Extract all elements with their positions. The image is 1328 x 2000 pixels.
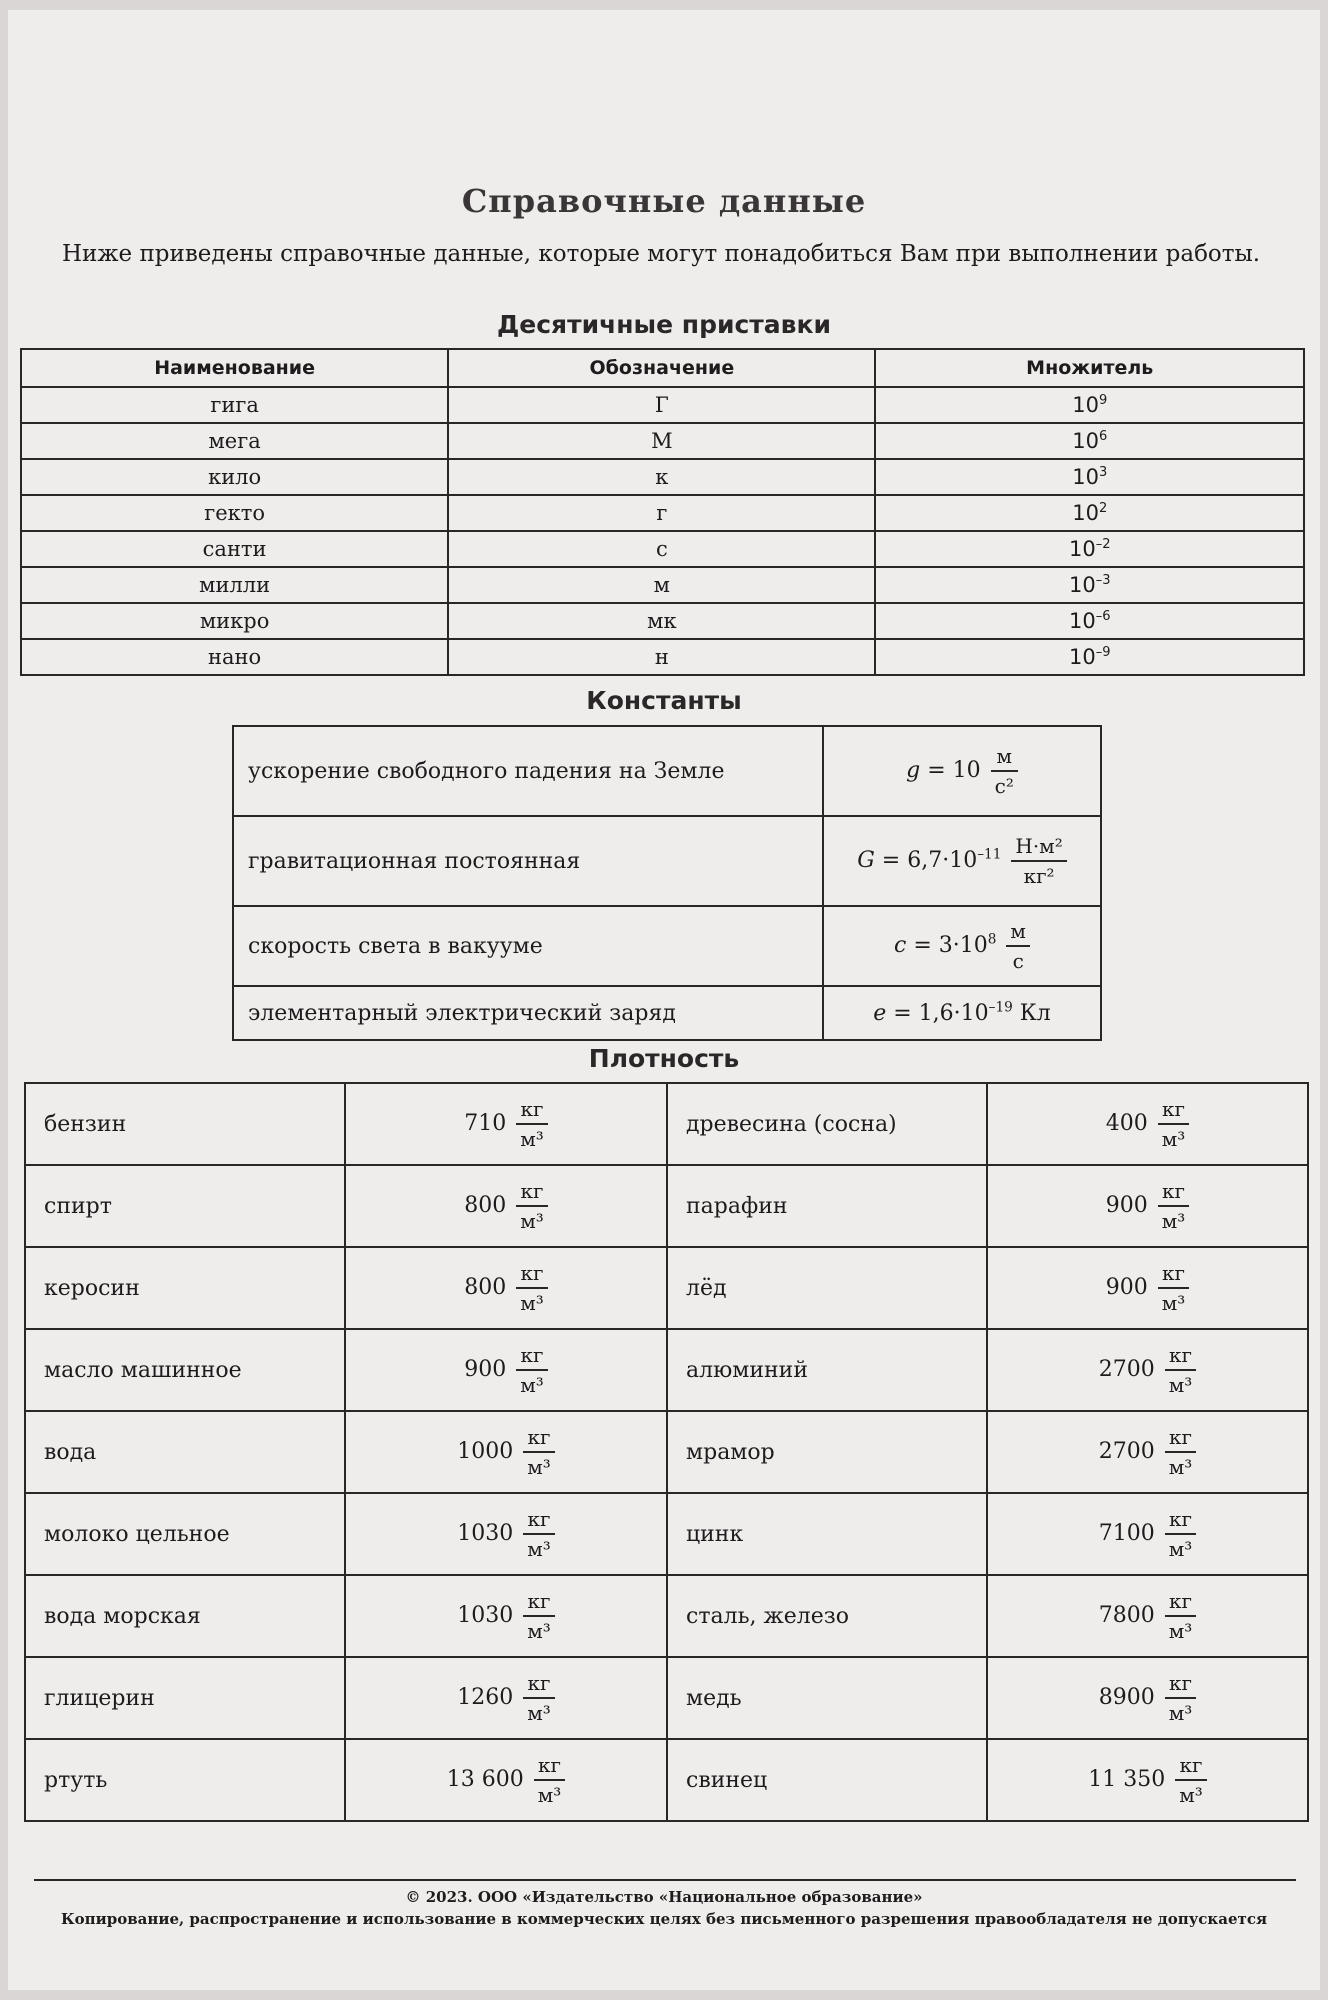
density-unit-fraction: [523, 1589, 555, 1643]
prefix-symbol: М: [448, 423, 875, 459]
density-value: 900: [1105, 1193, 1148, 1218]
prefix-multiplier: [875, 531, 1304, 567]
constant-value: [823, 816, 1101, 906]
material-name: свинец: [667, 1739, 987, 1821]
unit-numerator: кг: [1158, 1179, 1190, 1207]
density-value: 2700: [1098, 1439, 1155, 1464]
unit-numerator: кг: [1165, 1671, 1197, 1699]
density-unit-fraction: [1165, 1343, 1197, 1397]
density-value: 710: [464, 1111, 507, 1136]
density-value: 400: [1105, 1111, 1148, 1136]
prefix-multiplier: [875, 639, 1304, 675]
constant-exponent: –19: [988, 999, 1013, 1016]
prefix-name: гекто: [21, 495, 448, 531]
unit-numerator: кг: [523, 1671, 555, 1699]
prefix-multiplier: [875, 495, 1304, 531]
constant-row: [233, 726, 1101, 816]
density-unit-fraction: [516, 1179, 548, 1233]
material-name: алюминий: [667, 1329, 987, 1411]
material-density: [987, 1739, 1308, 1821]
unit-denominator: м³: [1161, 1209, 1186, 1233]
constant-value: [823, 726, 1101, 816]
unit-numerator: кг: [1165, 1507, 1197, 1535]
unit-numerator: м: [991, 744, 1018, 772]
constant-row: [233, 986, 1101, 1040]
unit-numerator: кг: [516, 1261, 548, 1289]
density-unit-fraction: [516, 1343, 548, 1397]
density-value: 11 350: [1088, 1767, 1166, 1792]
constant-number: = 3·10: [906, 933, 988, 958]
footer-rule: [34, 1879, 1296, 1881]
material-density: [345, 1247, 667, 1329]
multiplier-base: 10: [1072, 501, 1099, 525]
prefix-name: гига: [21, 387, 448, 423]
density-unit-fraction: [1165, 1589, 1197, 1643]
unit-denominator: кг²: [1023, 864, 1055, 888]
constants-table: [232, 725, 1102, 1041]
material-density: [987, 1575, 1308, 1657]
unit-denominator: м³: [520, 1373, 544, 1397]
multiplier-base: 10: [1068, 537, 1096, 561]
material-name: вода морская: [25, 1575, 345, 1657]
constant-symbol: G: [857, 848, 875, 873]
prefix-symbol: г: [448, 495, 875, 531]
material-density: [345, 1493, 667, 1575]
unit-denominator: м³: [1168, 1701, 1193, 1725]
density-value: 800: [464, 1275, 507, 1300]
density-value: 2700: [1098, 1357, 1155, 1382]
density-value: 8900: [1098, 1685, 1155, 1710]
density-row: [25, 1493, 1308, 1575]
material-density: [345, 1411, 667, 1493]
header-name: Наименование: [21, 349, 448, 387]
density-value: 1030: [457, 1521, 514, 1546]
material-density: [345, 1575, 667, 1657]
prefix-row: [21, 423, 1304, 459]
unit-denominator: с: [1012, 949, 1024, 973]
prefixes-table: [20, 348, 1305, 676]
unit-numerator: кг: [1175, 1753, 1207, 1781]
prefix-multiplier: [875, 459, 1304, 495]
density-unit-fraction: [1158, 1097, 1190, 1151]
density-unit-fraction: [1165, 1671, 1197, 1725]
density-unit-fraction: [523, 1507, 555, 1561]
unit-denominator: м³: [537, 1783, 562, 1807]
material-name: медь: [667, 1657, 987, 1739]
header-symbol: Обозначение: [448, 349, 875, 387]
unit-numerator: м: [1006, 919, 1030, 947]
unit-numerator: кг: [516, 1179, 548, 1207]
density-row: [25, 1657, 1308, 1739]
license-line: Копирование, распространение и использование в коммерческих целях без письменного разрешения правообладателя не допускается: [60, 1910, 1268, 1928]
prefix-symbol: мк: [448, 603, 875, 639]
prefix-row: [21, 639, 1304, 675]
density-row: [25, 1575, 1308, 1657]
density-table: [24, 1082, 1309, 1822]
unit-numerator: кг: [1165, 1343, 1197, 1371]
prefix-row: [21, 567, 1304, 603]
density-unit-fraction: [516, 1261, 548, 1315]
material-density: [345, 1165, 667, 1247]
unit-numerator: кг: [516, 1343, 548, 1371]
unit-numerator: кг: [523, 1425, 555, 1453]
constants-heading: Константы: [586, 686, 742, 715]
density-value: 7800: [1098, 1603, 1155, 1628]
material-density: [987, 1493, 1308, 1575]
page-title: Справочные данные: [461, 182, 867, 220]
material-name: мрамор: [667, 1411, 987, 1493]
prefix-name: санти: [21, 531, 448, 567]
multiplier-exponent: 6: [1098, 429, 1108, 444]
constant-exponent: 8: [987, 931, 997, 948]
material-density: [987, 1247, 1308, 1329]
multiplier-exponent: 2: [1098, 501, 1108, 516]
constant-name: гравитационная постоянная: [233, 816, 823, 906]
material-name: масло машинное: [25, 1329, 345, 1411]
unit-denominator: м³: [1179, 1783, 1203, 1807]
density-unit-fraction: [1165, 1425, 1197, 1479]
multiplier-base: 10: [1068, 609, 1096, 633]
unit-denominator: м³: [1168, 1455, 1193, 1479]
unit-denominator: м³: [520, 1291, 544, 1315]
material-name: бензин: [25, 1083, 345, 1165]
material-name: молоко цельное: [25, 1493, 345, 1575]
unit-numerator: кг: [1165, 1589, 1197, 1617]
density-unit-fraction: [1175, 1753, 1207, 1807]
unit-denominator: м³: [527, 1701, 551, 1725]
prefix-name: микро: [21, 603, 448, 639]
prefix-name: милли: [21, 567, 448, 603]
constant-number: = 10: [920, 758, 981, 783]
prefix-row: [21, 495, 1304, 531]
material-name: глицерин: [25, 1657, 345, 1739]
unit-denominator: м³: [520, 1127, 544, 1151]
density-value: 900: [1105, 1275, 1148, 1300]
unit-denominator: м³: [1168, 1373, 1193, 1397]
constant-row: [233, 816, 1101, 906]
density-row: [25, 1165, 1308, 1247]
unit-numerator: кг: [1158, 1097, 1190, 1125]
density-value: 7100: [1098, 1521, 1155, 1546]
unit-denominator: с²: [994, 774, 1014, 798]
prefixes-header-row: [21, 349, 1304, 387]
material-density: [345, 1739, 667, 1821]
material-density: [987, 1083, 1308, 1165]
prefix-multiplier: [875, 423, 1304, 459]
material-name: спирт: [25, 1165, 345, 1247]
header-multiplier: Множитель: [875, 349, 1304, 387]
density-heading: Плотность: [588, 1044, 740, 1073]
prefix-multiplier: [875, 567, 1304, 603]
prefix-symbol: м: [448, 567, 875, 603]
unit-denominator: м³: [527, 1619, 551, 1643]
density-unit-fraction: [534, 1753, 566, 1807]
multiplier-exponent: –6: [1095, 609, 1111, 624]
unit-numerator: кг: [523, 1507, 555, 1535]
multiplier-exponent: 9: [1098, 393, 1108, 408]
constant-unit-fraction: [991, 744, 1018, 798]
unit-denominator: м³: [1168, 1619, 1193, 1643]
multiplier-base: 10: [1072, 429, 1099, 453]
density-value: 1260: [457, 1685, 514, 1710]
multiplier-exponent: –9: [1095, 645, 1111, 660]
density-row: [25, 1247, 1308, 1329]
density-value: 900: [464, 1357, 507, 1382]
unit-denominator: м³: [520, 1209, 544, 1233]
material-density: [345, 1329, 667, 1411]
multiplier-exponent: –3: [1095, 573, 1111, 588]
density-unit-fraction: [1158, 1261, 1190, 1315]
density-value: 800: [464, 1193, 507, 1218]
material-name: ртуть: [25, 1739, 345, 1821]
multiplier-exponent: 3: [1098, 465, 1108, 480]
material-density: [987, 1411, 1308, 1493]
multiplier-base: 10: [1068, 573, 1096, 597]
material-density: [987, 1329, 1308, 1411]
copyright-line: © 2023. ООО «Издательство «Национальное образование»: [405, 1888, 923, 1906]
unit-numerator: кг: [1165, 1425, 1197, 1453]
prefix-row: [21, 531, 1304, 567]
unit-denominator: м³: [527, 1537, 551, 1561]
material-name: сталь, железо: [667, 1575, 987, 1657]
constant-symbol: e: [873, 1000, 887, 1026]
unit-numerator: Н·м²: [1011, 834, 1066, 862]
unit-denominator: м³: [527, 1455, 551, 1479]
prefix-multiplier: [875, 603, 1304, 639]
multiplier-exponent: –2: [1095, 537, 1111, 552]
constant-row: [233, 906, 1101, 986]
unit-denominator: м³: [1161, 1127, 1186, 1151]
material-name: древесина (сосна): [667, 1083, 987, 1165]
material-name: вода: [25, 1411, 345, 1493]
density-row: [25, 1411, 1308, 1493]
prefix-multiplier: [875, 387, 1304, 423]
prefix-name: нано: [21, 639, 448, 675]
density-unit-fraction: [523, 1671, 555, 1725]
constant-symbol: g: [906, 758, 921, 783]
constant-name: скорость света в вакууме: [233, 906, 823, 986]
density-unit-fraction: [1165, 1507, 1197, 1561]
prefix-row: [21, 459, 1304, 495]
constant-unit-fraction: [1011, 834, 1066, 888]
constant-name: элементарный электрический заряд: [233, 986, 823, 1040]
density-unit-fraction: [516, 1097, 548, 1151]
density-value: 13 600: [446, 1767, 524, 1792]
constant-name: ускорение свободного падения на Земле: [233, 726, 823, 816]
material-name: лёд: [667, 1247, 987, 1329]
material-name: керосин: [25, 1247, 345, 1329]
unit-denominator: м³: [1161, 1291, 1186, 1315]
material-name: цинк: [667, 1493, 987, 1575]
constant-unit-fraction: [1006, 919, 1030, 973]
unit-denominator: м³: [1168, 1537, 1193, 1561]
intro-paragraph: Ниже приведены справочные данные, которые могут понадобиться Вам при выполнении работы.: [62, 241, 1261, 267]
constant-unit: Кл: [1019, 1000, 1051, 1026]
material-name: парафин: [667, 1165, 987, 1247]
density-row: [25, 1739, 1308, 1821]
density-row: [25, 1083, 1308, 1165]
prefix-row: [21, 387, 1304, 423]
material-density: [987, 1657, 1308, 1739]
prefix-symbol: к: [448, 459, 875, 495]
density-value: 1030: [457, 1603, 514, 1628]
prefix-row: [21, 603, 1304, 639]
multiplier-base: 10: [1072, 465, 1099, 489]
material-density: [345, 1657, 667, 1739]
constant-number: = 1,6·10: [886, 1000, 989, 1026]
constant-symbol: c: [894, 933, 907, 958]
prefix-name: кило: [21, 459, 448, 495]
prefix-symbol: Г: [448, 387, 875, 423]
constant-value: [823, 906, 1101, 986]
unit-numerator: кг: [1158, 1261, 1190, 1289]
unit-numerator: кг: [523, 1589, 555, 1617]
multiplier-base: 10: [1072, 393, 1099, 417]
unit-numerator: кг: [516, 1097, 548, 1125]
density-row: [25, 1329, 1308, 1411]
constant-value: [823, 986, 1101, 1040]
density-unit-fraction: [1158, 1179, 1190, 1233]
prefix-name: мега: [21, 423, 448, 459]
material-density: [345, 1083, 667, 1165]
prefix-symbol: с: [448, 531, 875, 567]
multiplier-base: 10: [1068, 645, 1096, 669]
unit-numerator: кг: [534, 1753, 566, 1781]
material-density: [987, 1165, 1308, 1247]
density-value: 1000: [457, 1439, 514, 1464]
prefixes-heading: Десятичные приставки: [497, 310, 831, 339]
prefix-symbol: н: [448, 639, 875, 675]
constant-exponent: –11: [977, 846, 1002, 863]
density-unit-fraction: [523, 1425, 555, 1479]
constant-number: = 6,7·10: [874, 848, 978, 873]
